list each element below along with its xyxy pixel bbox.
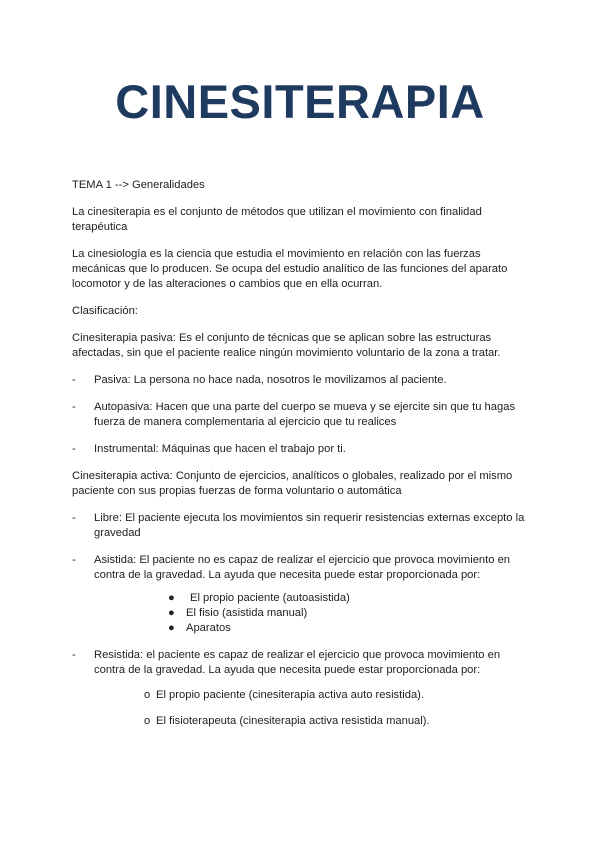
sublist-item-text: El propio paciente (autoasistida)	[190, 592, 350, 604]
list-item-text: Resistida: el paciente es capaz de realizar el ejercicio que provoca movimiento en contra de la gravedad. La ayuda que necesita puede estar proporcionada por:	[94, 649, 501, 676]
list-item-text: Asistida: El paciente no es capaz de realizar el ejercicio que provoca movimiento en contra de la gravedad. La ayuda que necesita puede estar proporcionada por:	[94, 554, 511, 581]
sublist-item	[168, 606, 532, 621]
classification-label: Clasificación:	[72, 305, 138, 317]
assisted-sublist	[72, 591, 532, 636]
sublist-item-text: El fisioterapeuta (cinesiterapia activa resistida manual).	[156, 715, 430, 727]
document-body	[72, 178, 532, 740]
bullet-icon: ●	[168, 607, 175, 619]
list-item-resistida	[72, 648, 532, 678]
list-item-text: Instrumental: Máquinas que hacen el trabajo por ti.	[94, 443, 346, 455]
list-item-libre	[72, 511, 532, 541]
circle-bullet-icon: o	[144, 689, 151, 701]
sublist-item-text: El propio paciente (cinesiterapia activa auto resistida).	[156, 689, 425, 701]
list-item-text: Pasiva: La persona no hace nada, nosotros le movilizamos al paciente.	[94, 374, 447, 386]
sublist-item-text: Aparatos	[186, 622, 231, 634]
dash-marker: -	[72, 374, 76, 386]
sublist-item	[168, 621, 532, 636]
sublist-item	[144, 688, 532, 703]
circle-bullet-icon: o	[144, 715, 151, 727]
list-item-pasiva	[72, 373, 532, 388]
dash-marker: -	[72, 554, 76, 566]
topic-heading: TEMA 1 --> Generalidades	[72, 179, 205, 191]
sublist-item	[144, 714, 532, 729]
list-item-instrumental	[72, 442, 532, 457]
dash-marker: -	[72, 443, 76, 455]
list-item-text: Autopasiva: Hacen que una parte del cuerpo se mueva y se ejercite sin que tu hagas fuerza de manera complementaria al ejercicio que tu realices	[94, 401, 516, 428]
dash-marker: -	[72, 512, 76, 524]
definition-cinesiterapia: La cinesiterapia es el conjunto de métodos que utilizan el movimiento con finalidad terapéutica	[72, 206, 482, 233]
list-item-autopasiva	[72, 400, 532, 430]
sublist-item	[168, 591, 532, 606]
resisted-sublist	[72, 688, 532, 729]
active-intro: Cinesiterapia activa: Conjunto de ejercicios, analíticos o globales, realizado por el mismo paciente con sus propias fuerzas de forma voluntario o automática	[72, 470, 513, 497]
bullet-icon: ●	[168, 592, 175, 604]
list-item-asistida	[72, 553, 532, 583]
sublist-item-text: El fisio (asistida manual)	[186, 607, 308, 619]
dash-marker: -	[72, 649, 76, 661]
page-title: CINESITERAPIA	[115, 75, 485, 128]
bullet-icon: ●	[168, 622, 175, 634]
passive-intro: Cinesiterapia pasiva: Es el conjunto de técnicas que se aplican sobre las estructuras afectadas, sin que el paciente realice ningún movimiento voluntario de la zona a tratar.	[72, 332, 501, 359]
dash-marker: -	[72, 401, 76, 413]
list-item-text: Libre: El paciente ejecuta los movimientos sin requerir resistencias externas excepto la gravedad	[94, 512, 525, 539]
definition-cinesiologia: La cinesiología es la ciencia que estudia el movimiento en relación con las fuerzas mecánicas que lo producen. Se ocupa del estudio analítico de las funciones del aparato locomotor y de las alteraciones o cambios que en ella ocurran.	[72, 248, 508, 290]
